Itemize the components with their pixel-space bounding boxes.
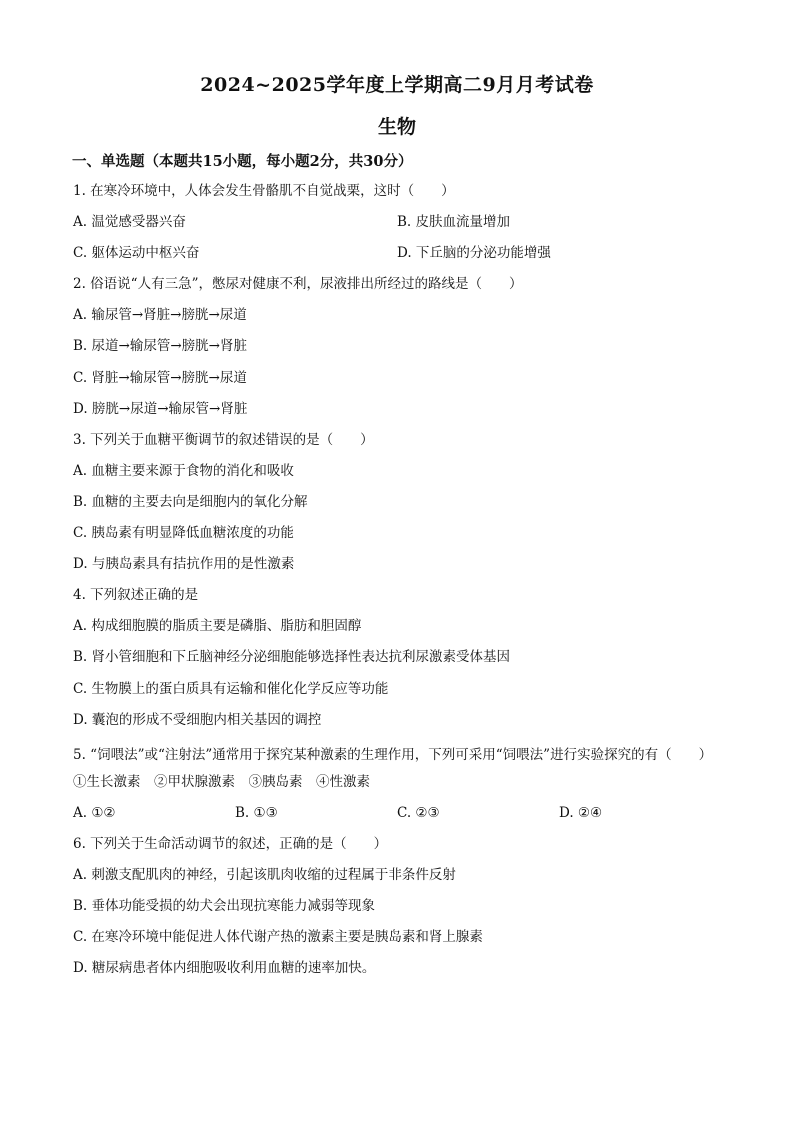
option-a: A. 温觉感受器兴奋 [73, 214, 186, 231]
option-c: C. 肾脏→输尿管→膀胱→尿道 [73, 369, 247, 386]
question-stem: 4. 下列叙述正确的是 [73, 587, 199, 604]
option-b: B. 皮肤血流量增加 [397, 214, 511, 231]
option-b: B. ①③ [235, 804, 278, 821]
option-b: B. 垂体功能受损的幼犬会出现抗寒能力减弱等现象 [73, 898, 376, 915]
question-1 [73, 180, 733, 273]
question-3 [73, 429, 733, 584]
exam-subject: 生物 [377, 116, 416, 138]
option-d: D. 下丘脑的分泌功能增强 [397, 245, 551, 262]
option-row [73, 211, 733, 242]
option-c: C. 胰岛素有明显降低血糖浓度的功能 [73, 525, 294, 542]
question-stem: 1. 在寒冷环境中，人体会发生骨骼肌不自觉战栗，这时（ ） [73, 183, 455, 199]
question-5 [73, 740, 733, 833]
question-stem: 3. 下列关于血糖平衡调节的叙述错误的是（ ） [73, 431, 374, 448]
question-4 [73, 584, 733, 739]
option-a: A. 刺激支配肌肉的神经，引起该肌肉收缩的过程属于非条件反射 [73, 867, 456, 884]
option-d: D. ②④ [559, 804, 603, 821]
question-list [73, 180, 733, 988]
option-d: D. 与胰岛素具有拮抗作用的是性激素 [73, 556, 295, 573]
question-6 [73, 833, 733, 988]
exam-title: 2024~2025学年度上学期高二9月月考试卷 [200, 74, 594, 96]
question-stem: 2. 俗语说“人有三急”，憋尿对健康不利，尿液排出所经过的路线是（ ） [73, 276, 523, 293]
option-row [73, 802, 733, 833]
question-2 [73, 273, 733, 428]
option-row [73, 242, 733, 273]
option-b: B. 肾小管细胞和下丘脑神经分泌细胞能够选择性表达抗利尿激素受体基因 [73, 649, 511, 666]
option-d: D. 膀胱→尿道→输尿管→肾脏 [73, 400, 248, 417]
option-c: C. 躯体运动中枢兴奋 [73, 245, 200, 262]
question-stem: 6. 下列关于生命活动调节的叙述，正确的是（ ） [73, 835, 388, 852]
question-stem: 5. “饲喂法”或“注射法”通常用于探究某种激素的生理作用，下列可采用“饲喂法”进行实验探究的有（ ） [73, 746, 713, 763]
option-d: D. 囊泡的形成不受细胞内相关基因的调控 [73, 711, 322, 728]
option-a: A. 血糖主要来源于食物的消化和吸收 [73, 462, 294, 479]
question-choices-list: ①生长激素 ②甲状腺激素 ③胰岛素 ④性激素 [73, 773, 370, 790]
option-b: B. 尿道→输尿管→膀胱→肾脏 [73, 338, 247, 355]
section-heading: 一、单选题（本题共15小题，每小题2分，共30分） [72, 153, 413, 170]
option-c: C. 在寒冷环境中能促进人体代谢产热的激素主要是胰岛素和肾上腺素 [73, 929, 483, 946]
option-c: C. 生物膜上的蛋白质具有运输和催化化学反应等功能 [73, 680, 389, 697]
option-d: D. 糖尿病患者体内细胞吸收利用血糖的速率加快。 [73, 960, 376, 977]
option-a: A. 输尿管→肾脏→膀胱→尿道 [73, 307, 247, 324]
option-b: B. 血糖的主要去向是细胞内的氧化分解 [73, 493, 308, 510]
option-a: A. ①② [73, 804, 116, 821]
option-c: C. ②③ [397, 804, 440, 821]
option-a: A. 构成细胞膜的脂质主要是磷脂、脂肪和胆固醇 [73, 618, 362, 635]
